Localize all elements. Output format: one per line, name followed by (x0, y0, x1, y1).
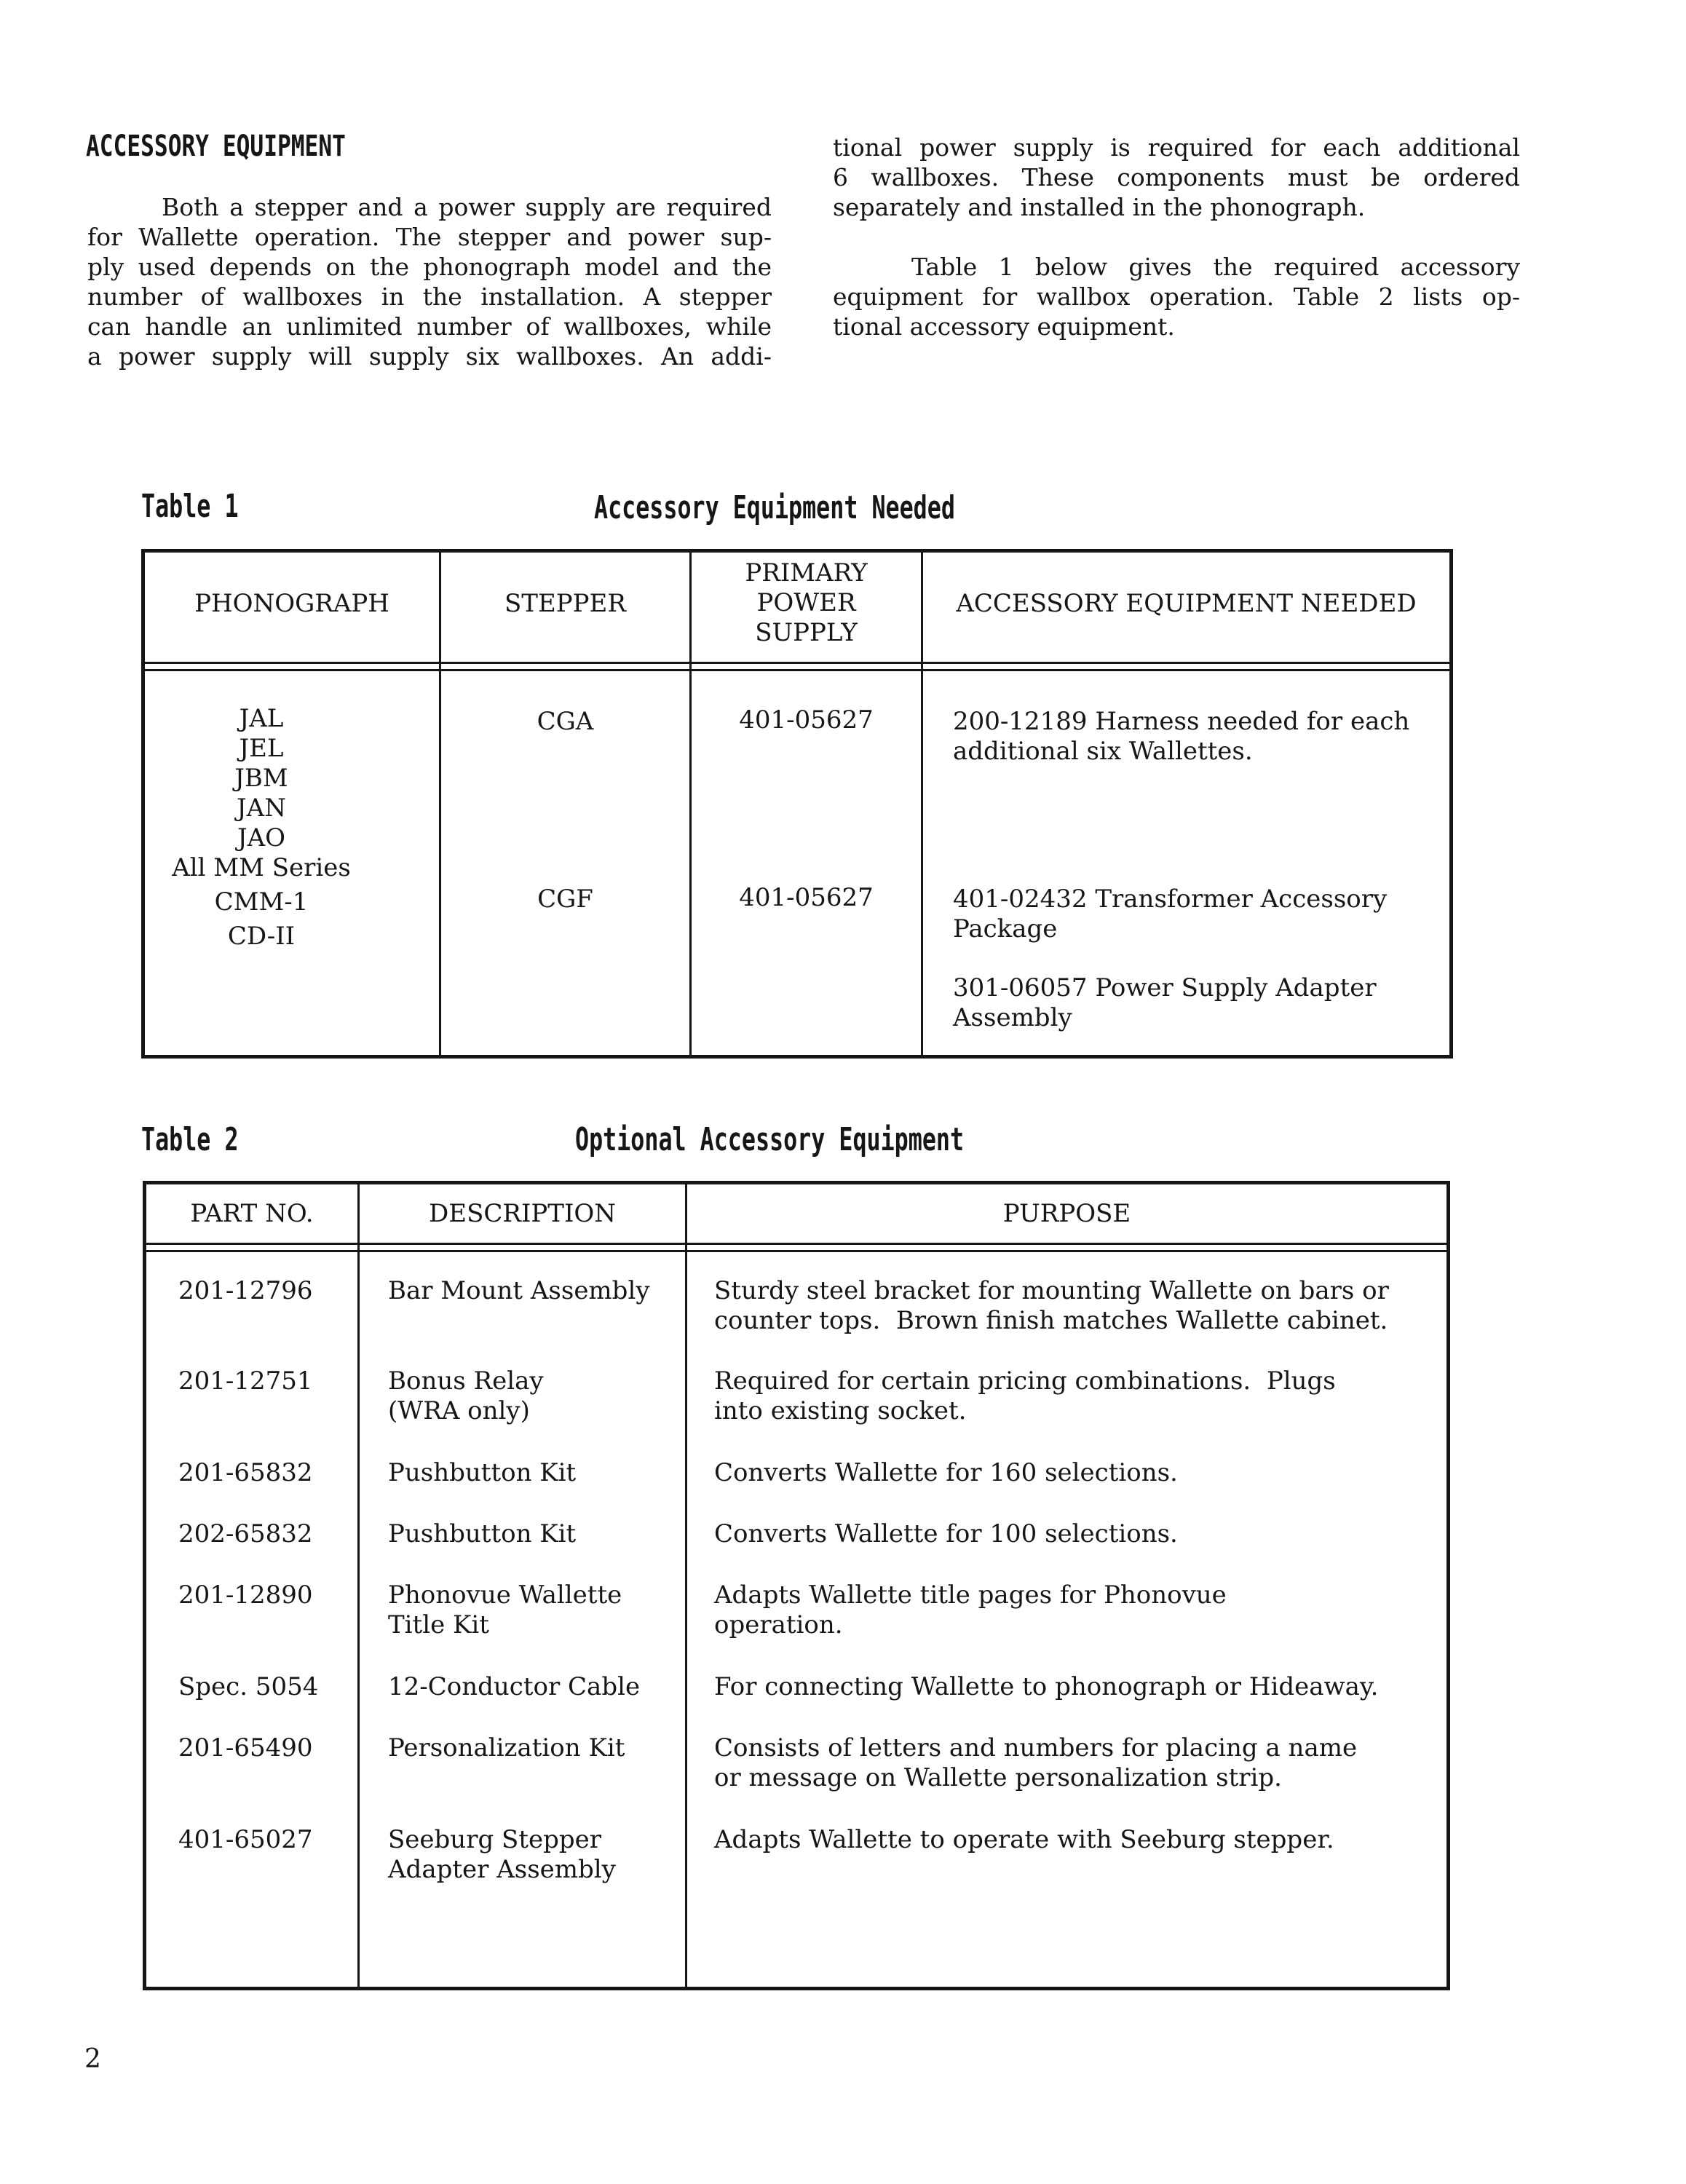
description-cell (388, 1366, 544, 1426)
purpose-line: operation. (714, 1610, 843, 1639)
purpose-cell (714, 1580, 1227, 1640)
purpose-cell (714, 1366, 1336, 1426)
accessory-line: 200-12189 Harness needed for each (953, 707, 1410, 736)
purpose-cell (714, 1276, 1389, 1336)
description-line: Phonovue Wallette (388, 1580, 622, 1610)
table2 (143, 1181, 1450, 1990)
purpose-line: Consists of letters and numbers for placing a name (714, 1733, 1358, 1762)
phonograph-item: JBM (234, 764, 288, 793)
table1 (141, 549, 1453, 1059)
accessory-cell (953, 885, 1387, 944)
purpose-cell (714, 1519, 1178, 1549)
table1-header-accessory: ACCESSORY EQUIPMENT NEEDED (956, 589, 1417, 618)
description-cell (388, 1733, 625, 1763)
description-line: Seeburg Stepper (388, 1825, 602, 1854)
part-number: 201-12890 (178, 1580, 313, 1610)
description-line: (WRA only) (388, 1396, 530, 1425)
description-cell (388, 1519, 576, 1549)
table2-label: Table 2 (141, 1121, 239, 1158)
purpose-cell (714, 1458, 1178, 1488)
intro-line: 6 wallboxes. These components must be ordered (833, 163, 1520, 191)
part-number: Spec. 5054 (178, 1672, 319, 1701)
table2-header-description: DESCRIPTION (428, 1199, 617, 1228)
purpose-line: Converts Wallette for 100 selections. (714, 1519, 1178, 1548)
description-cell (388, 1458, 576, 1488)
purpose-line: into existing socket. (714, 1396, 967, 1425)
intro-line: Both a stepper and a power supply are required (162, 193, 772, 221)
part-number: 201-12751 (178, 1366, 313, 1396)
description-line: Bonus Relay (388, 1366, 544, 1396)
table1-header-stepper: STEPPER (504, 589, 626, 618)
purpose-line: Adapts Wallette to operate with Seeburg stepper. (714, 1825, 1334, 1854)
description-cell (388, 1580, 622, 1640)
table2-header-purpose: PURPOSE (1002, 1199, 1131, 1228)
intro-column-1 (87, 192, 772, 371)
purpose-line: Converts Wallette for 160 selections. (714, 1458, 1178, 1487)
intro-line: tional power supply is required for each additional (833, 133, 1520, 162)
intro-line: a power supply will supply six wallboxes. An addi- (87, 342, 772, 371)
accessory-cell (953, 973, 1377, 1033)
description-line: 12-Conductor Cable (388, 1672, 641, 1701)
intro-line: tional accessory equipment. (833, 312, 1175, 341)
purpose-cell (714, 1825, 1334, 1855)
intro-line: ply used depends on the phonograph model and the (87, 253, 772, 281)
table1-title: Accessory Equipment Needed (594, 489, 955, 526)
intro-column-2b (833, 252, 1520, 341)
purpose-cell (714, 1672, 1378, 1702)
part-number: 401-65027 (178, 1825, 313, 1854)
accessory-line: Assembly (953, 1003, 1072, 1032)
header-line: PRIMARY (745, 558, 868, 587)
phonograph-item: CMM-1 (214, 887, 309, 917)
power-supply-cell: 401-05627 (739, 883, 874, 912)
phonograph-item: JAL (239, 704, 284, 733)
table2-title: Optional Accessory Equipment (575, 1121, 965, 1158)
table1-header-phonograph: PHONOGRAPH (194, 589, 389, 618)
accessory-line: 301-06057 Power Supply Adapter (953, 973, 1377, 1002)
purpose-cell (714, 1733, 1357, 1793)
table1-label: Table 1 (141, 488, 239, 525)
header-line: SUPPLY (755, 618, 858, 647)
description-line: Title Kit (388, 1610, 489, 1639)
description-line: Bar Mount Assembly (388, 1276, 650, 1305)
section-title: ACCESSORY EQUIPMENT (86, 130, 346, 163)
intro-line: for Wallette operation. The stepper and power sup- (87, 223, 772, 251)
purpose-line: or message on Wallette personalization strip. (714, 1763, 1282, 1792)
intro-line: separately and installed in the phonograph. (833, 193, 1366, 221)
stepper-cell: CGA (537, 707, 594, 736)
purpose-line: For connecting Wallette to phonograph or Hideaway. (714, 1672, 1379, 1701)
intro-column-2 (833, 132, 1520, 222)
phonograph-item: All MM Series (172, 853, 351, 882)
accessory-line: Package (953, 914, 1058, 943)
stepper-cell: CGF (537, 885, 593, 914)
intro-line: number of wallboxes in the installation. A stepper (87, 282, 772, 311)
purpose-line: Required for certain pricing combinations. Plugs (714, 1366, 1336, 1396)
phonograph-item: JAO (237, 823, 286, 852)
phonograph-item: JEL (239, 734, 284, 763)
phonograph-list (159, 704, 363, 951)
purpose-line: Adapts Wallette title pages for Phonovue (714, 1580, 1227, 1610)
accessory-line: additional six Wallettes. (953, 737, 1253, 766)
power-supply-cell: 401-05627 (739, 705, 874, 735)
page-number: 2 (84, 2044, 101, 2074)
part-number: 201-12796 (178, 1276, 313, 1305)
description-cell (388, 1276, 650, 1306)
description-line: Pushbutton Kit (388, 1519, 577, 1548)
intro-line: Table 1 below gives the required accessory (911, 253, 1520, 281)
part-number: 202-65832 (178, 1519, 313, 1548)
accessory-line: 401-02432 Transformer Accessory (953, 885, 1388, 914)
accessory-cell (953, 707, 1409, 767)
phonograph-item: JAN (237, 794, 286, 823)
purpose-line: counter tops. Brown finish matches Wallette cabinet. (714, 1306, 1388, 1335)
intro-line: equipment for wallbox operation. Table 2 lists op- (833, 282, 1520, 311)
purpose-line: Sturdy steel bracket for mounting Wallette on bars or (714, 1276, 1389, 1305)
phonograph-item: CD-II (227, 922, 296, 951)
description-line: Adapter Assembly (388, 1855, 616, 1884)
description-line: Personalization Kit (388, 1733, 625, 1762)
part-number: 201-65832 (178, 1458, 313, 1487)
table2-header-part: PART NO. (190, 1199, 314, 1228)
intro-line: can handle an unlimited number of wallboxes, while (87, 312, 772, 341)
part-number: 201-65490 (178, 1733, 313, 1762)
header-line: POWER (756, 588, 856, 617)
description-line: Pushbutton Kit (388, 1458, 577, 1487)
table1-header-power (692, 558, 921, 648)
description-cell (388, 1672, 640, 1702)
description-cell (388, 1825, 616, 1885)
